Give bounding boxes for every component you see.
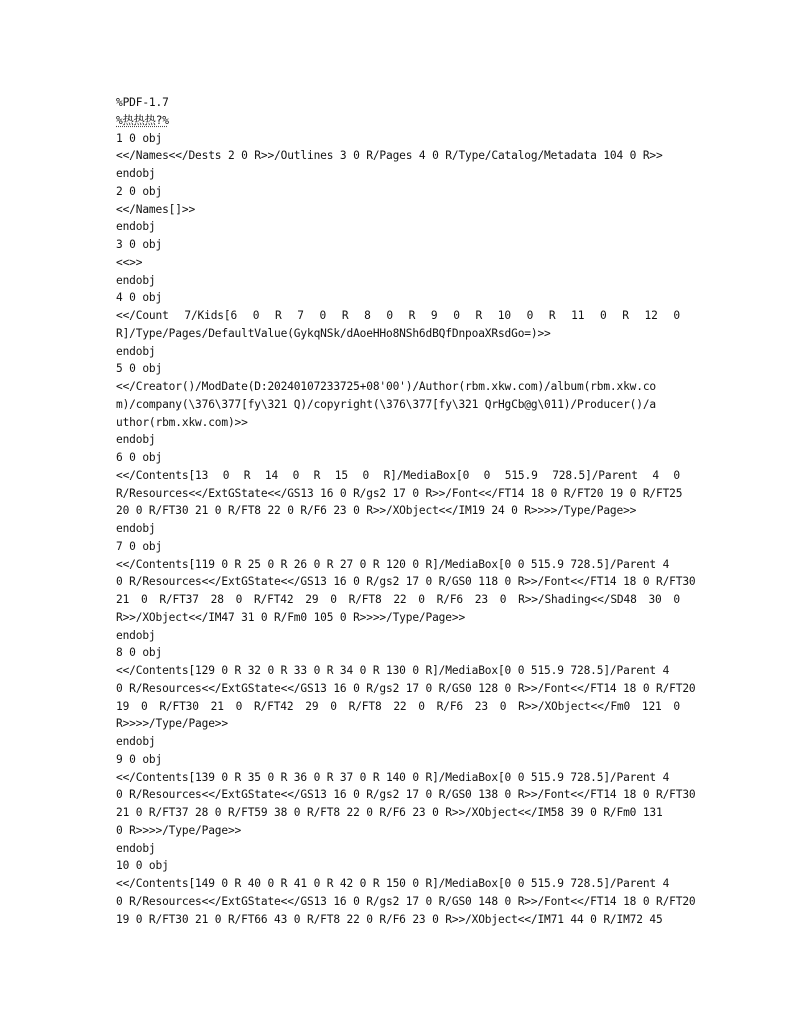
text-line: 2 0 obj	[116, 184, 163, 198]
text-line: <</Contents[139 0 R 35 0 R 36 0 R 37 0 R 140 0 R]/MediaBox[0 0 515.9 728.5]/Parent 4	[116, 770, 670, 784]
text-line: 0 R/Resources<</ExtGState<</GS13 16 0 R/gs2 17 0 R/GS0 118 0 R>>/Font<</FT14 18 0 R/FT30	[116, 575, 696, 589]
text-line: 0 R/Resources<</ExtGState<</GS13 16 0 R/gs2 17 0 R/GS0 128 0 R>>/Font<</FT14 18 0 R/FT20	[116, 681, 696, 695]
text-line: <</Creator()/ModDate(D:20240107233725+08'00')/Author(rbm.xkw.com)/album(rbm.xkw.co	[116, 380, 657, 393]
text-line: 0 R>>>>/Type/Page>>	[116, 823, 242, 837]
text-line: 19 0 R/FT30 21 0 R/FT42 29 0 R/FT8 22 0 R/F6 23 0 R>>/XObject<</Fm0 121 0	[116, 699, 680, 713]
text-line: <</Contents[149 0 R 40 0 R 41 0 R 42 0 R 150 0 R]/MediaBox[0 0 515.9 728.5]/Parent 4	[116, 877, 670, 890]
text-line: 8 0 obj	[116, 646, 163, 660]
text-line: %PDF-1.7	[116, 96, 169, 109]
text-line: endobj	[116, 522, 156, 535]
text-line: R>>/XObject<</IM47 31 0 R/Fm0 105 0 R>>>>/Type/Page>>	[116, 610, 466, 624]
text-line: 7 0 obj	[116, 539, 163, 553]
pdf-source-text	[116, 94, 696, 928]
text-line: %热热热?%	[116, 113, 169, 127]
text-line: 3 0 obj	[116, 238, 163, 251]
text-line: m)/company(\376\377[fy\321 Q)/copyright(\376\377[fy\321 QrHgCb@g\011)/Producer()/a	[116, 397, 657, 411]
text-line: endobj	[116, 841, 156, 855]
text-line: <<>>	[116, 255, 143, 269]
text-line: <</Names[]>>	[116, 202, 196, 216]
text-line: <</Count 7/Kids[6 0 R 7 0 R 8 0 R 9 0 R 10 0 R 11 0 R 12 0	[116, 309, 680, 322]
text-line: endobj	[116, 273, 156, 287]
text-line: endobj	[116, 167, 156, 180]
text-line: endobj	[116, 735, 156, 748]
text-line: endobj	[116, 344, 156, 358]
text-line: 10 0 obj	[116, 859, 169, 873]
text-line: <</Names<</Dests 2 0 R>>/Outlines 3 0 R/Pages 4 0 R/Type/Catalog/Metadata 104 0 R>>	[116, 149, 663, 163]
text-line: 20 0 R/FT30 21 0 R/FT8 22 0 R/F6 23 0 R>>/XObject<</IM19 24 0 R>>>>/Type/Page>>	[116, 504, 637, 518]
text-line: endobj	[116, 628, 156, 642]
text-line: <</Contents[13 0 R 14 0 R 15 0 R]/MediaBox[0 0 515.9 728.5]/Parent 4 0	[116, 468, 680, 482]
text-line: 0 R/Resources<</ExtGState<</GS13 16 0 R/gs2 17 0 R/GS0 138 0 R>>/Font<</FT14 18 0 R/FT30	[116, 788, 696, 802]
text-line: <</Contents[129 0 R 32 0 R 33 0 R 34 0 R 130 0 R]/MediaBox[0 0 515.9 728.5]/Parent 4	[116, 664, 670, 677]
text-line: uthor(rbm.xkw.com)>>	[116, 415, 248, 429]
text-line: 21 0 R/FT37 28 0 R/FT42 29 0 R/FT8 22 0 R/F6 23 0 R>>/Shading<</SD48 30 0	[116, 593, 680, 606]
text-line: <</Contents[119 0 R 25 0 R 26 0 R 27 0 R 120 0 R]/MediaBox[0 0 515.9 728.5]/Parent 4	[116, 557, 670, 571]
text-line: 1 0 obj	[116, 131, 163, 145]
text-line: 6 0 obj	[116, 451, 163, 464]
text-line: 0 R/Resources<</ExtGState<</GS13 16 0 R/gs2 17 0 R/GS0 148 0 R>>/Font<</FT14 18 0 R/FT20	[116, 894, 696, 908]
text-line: 5 0 obj	[116, 362, 163, 376]
text-line: 19 0 R/FT30 21 0 R/FT66 43 0 R/FT8 22 0 R/F6 23 0 R>>/XObject<</IM71 44 0 R/IM72 45	[116, 912, 663, 926]
text-line: 4 0 obj	[116, 291, 163, 305]
text-line: endobj	[116, 220, 156, 234]
text-line: R/Resources<</ExtGState<</GS13 16 0 R/gs2 17 0 R>>/Font<</FT14 18 0 R/FT20 19 0 R/FT25	[116, 486, 683, 500]
text-line: R>>>>/Type/Page>>	[116, 717, 228, 731]
text-line: 9 0 obj	[116, 752, 163, 766]
text-line: endobj	[116, 433, 156, 447]
text-line: R]/Type/Pages/DefaultValue(GykqNSk/dAoeHHo8NSh6dBQfDnpoaXRsdGo=)>>	[116, 326, 551, 340]
text-line: 21 0 R/FT37 28 0 R/FT59 38 0 R/FT8 22 0 R/F6 23 0 R>>/XObject<</IM58 39 0 R/Fm0 131	[116, 806, 663, 819]
